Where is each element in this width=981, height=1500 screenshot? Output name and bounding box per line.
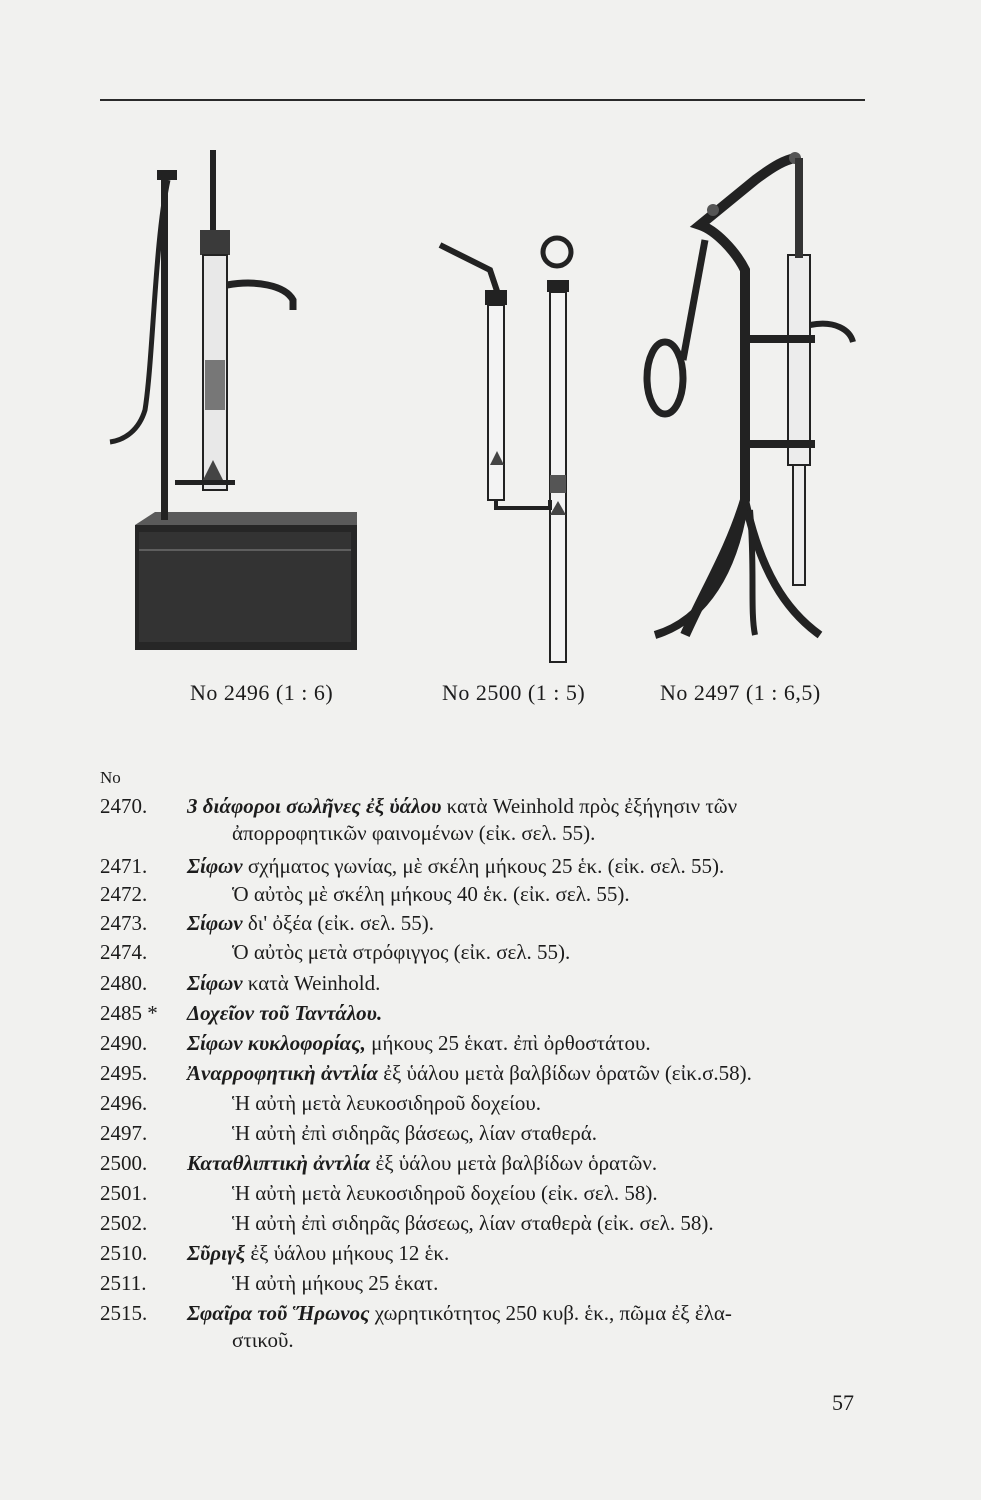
entry-text xyxy=(187,1060,867,1086)
figure-pump-with-tank xyxy=(110,150,357,650)
figure-caption-2500: No 2500 (1 : 5) xyxy=(442,680,586,705)
entry-title: Σίφων xyxy=(187,854,243,878)
entry-title: Σῦριγξ xyxy=(187,1241,246,1265)
entry-number: 2474. xyxy=(100,940,148,964)
entry-number: 2495. xyxy=(100,1061,148,1085)
entry-text: Ὁ αὐτὸς μὲ σκέλη μήκους 40 ἑκ. (εἰκ. σελ. 55). xyxy=(232,882,630,906)
entry-number: 2501. xyxy=(100,1181,148,1205)
entry-description: μήκους 25 ἑκατ. ἐπὶ ὀρθοστάτου. xyxy=(365,1031,651,1055)
page-number: 57 xyxy=(832,1390,854,1415)
entry-text xyxy=(187,1000,867,1026)
entry-number: 2472. xyxy=(100,882,148,906)
entry-description: κατὰ Weinhold. xyxy=(242,971,381,995)
entry-text: Ἡ αὐτὴ μετὰ λευκοσιδηροῦ δοχείου. xyxy=(232,1091,541,1115)
column-header: No xyxy=(100,768,121,787)
illustration-plate xyxy=(95,120,875,690)
entry-text xyxy=(187,1300,867,1326)
figure-caption-2496: No 2496 (1 : 6) xyxy=(190,680,334,705)
entry-description: ἐξ ὑάλου μετὰ βαλβίδων ὁρατῶν. xyxy=(370,1151,658,1175)
figure-glass-pump xyxy=(440,238,571,662)
entry-number: 2490. xyxy=(100,1031,148,1055)
entry-description: ἐξ ὑάλου μήκους 12 ἑκ. xyxy=(245,1241,450,1265)
entry-number: 2511. xyxy=(100,1271,147,1295)
entry-title: Καταθλιπτικὴ ἀντλία xyxy=(187,1151,371,1175)
entry-title: Σφαῖρα τοῦ Ἥρωνος xyxy=(187,1301,370,1325)
entry-number: 2473. xyxy=(100,911,148,935)
entry-number: 2500. xyxy=(100,1151,148,1175)
entry-title: Δοχεῖον τοῦ Ταντάλου. xyxy=(187,1001,383,1025)
entry-text xyxy=(187,970,867,996)
header-rule xyxy=(100,99,865,101)
entry-continuation: στικοῦ. xyxy=(232,1328,294,1352)
entry-text xyxy=(187,853,867,879)
entry-title: Ἀναρροφητικὴ ἀντλία xyxy=(187,1061,378,1085)
entry-number: 2470. xyxy=(100,794,148,818)
entry-text: Ἡ αὐτὴ μήκους 25 ἑκατ. xyxy=(232,1271,439,1295)
entry-text xyxy=(187,1030,867,1056)
entry-number: 2510. xyxy=(100,1241,148,1265)
entry-title: Σίφων κυκλοφορίας, xyxy=(187,1031,366,1055)
entry-title: Σίφων xyxy=(187,971,243,995)
figure-caption-2497: No 2497 (1 : 6,5) xyxy=(660,680,821,705)
entry-description: ἐξ ὑάλου μετὰ βαλβίδων ὁρατῶν (εἰκ.σ.58). xyxy=(377,1061,752,1085)
entry-number: 2497. xyxy=(100,1121,148,1145)
entry-description: σχήματος γωνίας, μὲ σκέλη μήκους 25 ἑκ. (εἰκ. σελ. 55). xyxy=(242,854,725,878)
entry-continuation: ἀπορροφητικῶν φαινομένων (εἰκ. σελ. 55). xyxy=(232,821,596,845)
entry-title: Σίφων xyxy=(187,911,243,935)
entry-text: Ἡ αὐτὴ μετὰ λευκοσιδηροῦ δοχείου (εἰκ. σελ. 58). xyxy=(232,1181,658,1205)
entry-number: 2502. xyxy=(100,1211,148,1235)
figure-pump-on-stand xyxy=(647,152,853,635)
entry-text: Ἡ αὐτὴ ἐπὶ σιδηρᾶς βάσεως, λίαν σταθερὰ (εἰκ. σελ. 58). xyxy=(232,1211,714,1235)
entry-text xyxy=(187,1240,867,1266)
entry-number: 2471. xyxy=(100,854,148,878)
entry-description: κατὰ Weinhold πρὸς ἐξήγησιν τῶν xyxy=(441,794,738,818)
entry-text xyxy=(187,793,867,819)
entry-description: δι' ὀξέα (εἰκ. σελ. 55). xyxy=(242,911,435,935)
entry-number: 2515. xyxy=(100,1301,148,1325)
entry-text: Ὁ αὐτὸς μετὰ στρόφιγγος (εἰκ. σελ. 55). xyxy=(232,940,571,964)
entry-title: 3 διάφοροι σωλῆνες ἐξ ὑάλου xyxy=(187,794,442,818)
entry-text xyxy=(187,910,867,936)
entry-text xyxy=(187,1150,867,1176)
entry-description: χωρητικότητος 250 κυβ. ἑκ., πῶμα ἐξ ἐλα- xyxy=(369,1301,732,1325)
entry-number: 2480. xyxy=(100,971,148,995)
entry-number: 2496. xyxy=(100,1091,148,1115)
entry-number: 2485 * xyxy=(100,1001,158,1025)
entry-text: Ἡ αὐτὴ ἐπὶ σιδηρᾶς βάσεως, λίαν σταθερά. xyxy=(232,1121,597,1145)
